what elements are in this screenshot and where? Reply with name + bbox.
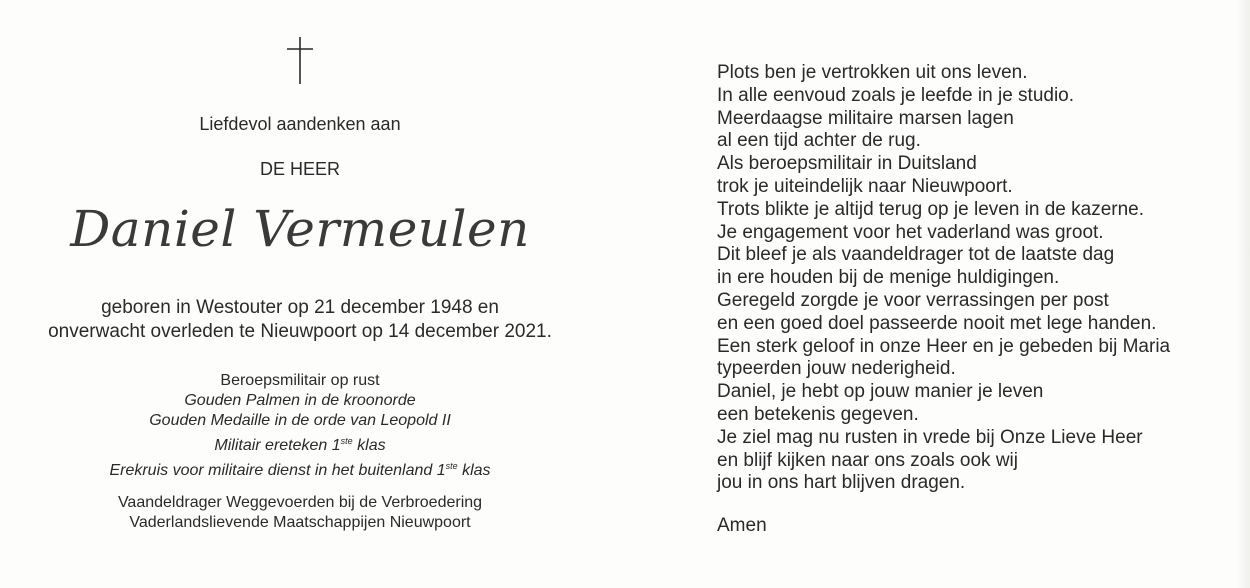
title-text: DE HEER bbox=[259, 159, 340, 179]
honor-rank: Beroepsmilitair op rust bbox=[220, 372, 380, 389]
honor-cross-suffix: klas bbox=[457, 462, 491, 479]
poem-line: trok je uiteindelijk naar Nieuwpoort. bbox=[717, 175, 1013, 197]
honors-block bbox=[0, 371, 600, 481]
poem-line: een betekenis gegeven. bbox=[717, 403, 919, 425]
poem-amen: Amen bbox=[717, 515, 767, 536]
card-left-panel bbox=[0, 0, 600, 588]
association-line: Vaandeldrager Weggevoerden bij de Verbroedering bbox=[117, 494, 483, 511]
poem-line: al een tijd achter de rug. bbox=[717, 130, 921, 152]
poem-line: Als beroepsmilitair in Duitsland bbox=[717, 153, 977, 175]
poem-line: en blijf kijken naar ons zoals ook wij bbox=[717, 449, 1018, 471]
association-line: Vaderlandslievende Maatschappijen Nieuwpoort bbox=[129, 514, 471, 531]
honor-badge-sup: ste bbox=[340, 436, 353, 446]
card-right-edge bbox=[1236, 0, 1250, 588]
poem-line: Dit bleef je als vaandeldrager tot de laatste dag bbox=[717, 244, 1115, 266]
honor-palms: Gouden Palmen in de kroonorde bbox=[184, 392, 416, 409]
honor-cross-sup: ste bbox=[445, 461, 458, 471]
intro-text: Liefdevol aandenken aan bbox=[199, 114, 401, 134]
poem bbox=[717, 62, 1170, 495]
death-line: onverwacht overleden te Nieuwpoort op 14 december 2021. bbox=[48, 321, 552, 342]
poem-line: Je ziel mag nu rusten in vrede bij Onze Lieve Heer bbox=[717, 426, 1143, 448]
poem-line: Trots blikte je altijd terug op je leven in de kazerne. bbox=[717, 198, 1145, 220]
poem-line: Je engagement voor het vaderland was groot. bbox=[717, 221, 1104, 243]
poem-line: Daniel, je hebt op jouw manier je leven bbox=[717, 381, 1044, 403]
poem-line: Geregeld zorgde je voor verrassingen per post bbox=[717, 289, 1109, 311]
deceased-name: Daniel Vermeulen bbox=[70, 200, 530, 258]
honor-cross-text: Erekruis voor militaire dienst in het buitenland 1 bbox=[109, 462, 446, 479]
honor-badge-suffix: klas bbox=[352, 437, 386, 454]
poem-line: in ere houden bij de menige huldigingen. bbox=[717, 267, 1060, 289]
honor-badge bbox=[0, 431, 600, 456]
poem-line: In alle eenvoud zoals je leefde in je studio. bbox=[717, 84, 1075, 106]
poem-line: Een sterk geloof in onze Heer en je gebeden bij Maria bbox=[717, 335, 1171, 357]
poem-line: en een goed doel passeerde nooit met lege handen. bbox=[717, 312, 1157, 334]
birth-death-block bbox=[0, 296, 600, 344]
poem-line: Meerdaagse militaire marsen lagen bbox=[717, 107, 1014, 129]
latin-cross-icon bbox=[300, 37, 302, 85]
poem-line: Plots ben je vertrokken uit ons leven. bbox=[717, 62, 1028, 83]
honor-cross bbox=[0, 456, 600, 481]
poem-line: jou in ons hart blijven dragen. bbox=[717, 472, 966, 494]
poem-line: typeerden jouw nederigheid. bbox=[717, 358, 956, 380]
association-block bbox=[0, 493, 600, 533]
honor-medal: Gouden Medaille in de orde van Leopold II bbox=[149, 412, 451, 429]
honor-badge-text: Militair ereteken 1 bbox=[214, 437, 341, 454]
birth-line: geboren in Westouter op 21 december 1948 en bbox=[101, 297, 499, 318]
